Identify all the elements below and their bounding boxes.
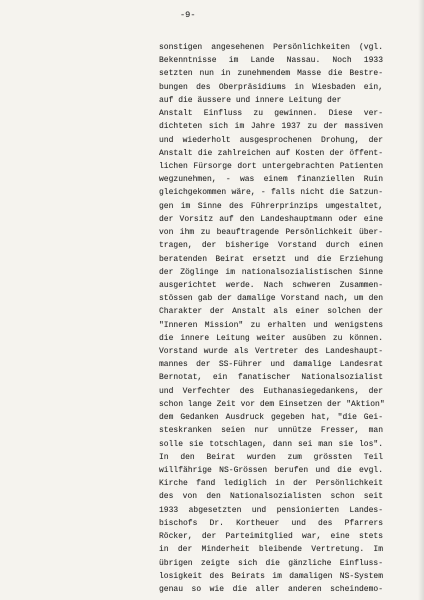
text-line: Anstalt die zahlreichen auf Kosten der öffent- <box>159 148 383 158</box>
text-line: bischofs Dr. Kortheuer und des Pfarrers <box>159 518 383 528</box>
text-line: In den Beirat wurden zum grössten Teil <box>159 452 383 462</box>
text-line: übrigen zeigte sich die gänzliche Einfluss- <box>159 558 383 568</box>
text-line: Kirche fand lediglich in der Persönlichkeit <box>159 479 383 489</box>
body-text <box>159 41 383 596</box>
text-line: losigkeit des Beirats im damaligen NS-System <box>159 571 383 581</box>
text-line: gleichgekommen wäre, - falls nicht die Satzun- <box>159 188 383 198</box>
text-line: willfährige NS-Grössen berufen und die evgl. <box>159 466 383 475</box>
text-line: mannes der SS-Führer und damalige Landesrat <box>159 360 383 370</box>
text-line: solle sie totschlagen, dann sei man sie los". <box>159 439 383 449</box>
text-line: beratenden Beirat ersetzt und die Erziehung <box>159 254 383 264</box>
text-line: wegzunehmen, - was einem finanziellen Ruin <box>159 175 383 185</box>
text-line: setzten nun in zunehmendem Masse die Bestre- <box>159 69 383 79</box>
text-line: Anstalt Einfluss zu gewinnen. Diese ver- <box>159 109 383 119</box>
text-line: stössen gab der damalige Vorstand nach, um den <box>159 294 383 304</box>
text-line: Bekenntnisse im Lande Nassau. Noch 1933 <box>159 56 383 66</box>
text-line: steskranken seien nur unnütze Fresser, man <box>159 426 383 436</box>
text-line: Charakter der Anstalt als einer solchen der <box>159 307 383 317</box>
text-line: auf die äussere und innere Leitung der <box>159 95 342 105</box>
text-line: bungen des Oberpräsidiums in Wiesbaden ein, <box>159 82 383 92</box>
text-line: sonstigen angesehenen Persönlichkeiten (vgl. <box>159 43 383 52</box>
text-line: von ihm zu beauftragende Persönlichkeit über- <box>159 228 383 238</box>
text-line: Bernotat, ein fanatischer Nationalsozialist <box>159 373 383 383</box>
text-line: in der Minderheit bleibende Vertretung. Im <box>159 545 383 555</box>
text-line: ausgerichtet werde. Nach schweren Zusammen- <box>159 280 383 290</box>
text-line: Vorstand wurde als Vertreter des Landeshaupt- <box>159 347 383 357</box>
text-line: des von den Nationalsozialisten schon seit <box>159 492 383 502</box>
text-line: 1933 abgesetzten und pensionierten Landes- <box>159 505 383 515</box>
text-line: genau so wie die aller anderen scheindemo- <box>159 584 383 594</box>
text-line: gen im Sinne des Führerprinzips umgestaltet, <box>159 201 383 211</box>
text-line: der Vorsitz auf den Landeshauptmann oder eine <box>159 214 383 224</box>
text-line: und Verfechter des Euthanasiegedankens, der <box>159 386 383 396</box>
text-line: lichen Fürsorge dort untergebrachten Patienten <box>159 161 383 171</box>
text-line: dem Gedanken Ausdruck gegeben hat, "die Gei- <box>159 413 383 423</box>
text-line: und wiederholt ausgesprochenen Drohung, der <box>159 135 383 145</box>
text-line: der Zöglinge im nationalsozialistischen Sinne <box>159 267 383 277</box>
text-line: dichteten sich im Jahre 1937 zu der massiven <box>159 122 383 132</box>
text-line: die innere Leitung weiter ausüben zu können. <box>159 333 383 343</box>
text-line: "Inneren Mission" zu erhalten und wenigstens <box>159 320 383 330</box>
page-number: -9- <box>180 10 196 20</box>
text-line: tragen, der bisherige Vorstand durch einen <box>159 241 383 251</box>
text-line: Röcker, der Parteimitglied war, eine stets <box>159 532 383 542</box>
text-line: schon lange Zeit vor dem Einsetzen der "Aktion" <box>159 399 385 409</box>
